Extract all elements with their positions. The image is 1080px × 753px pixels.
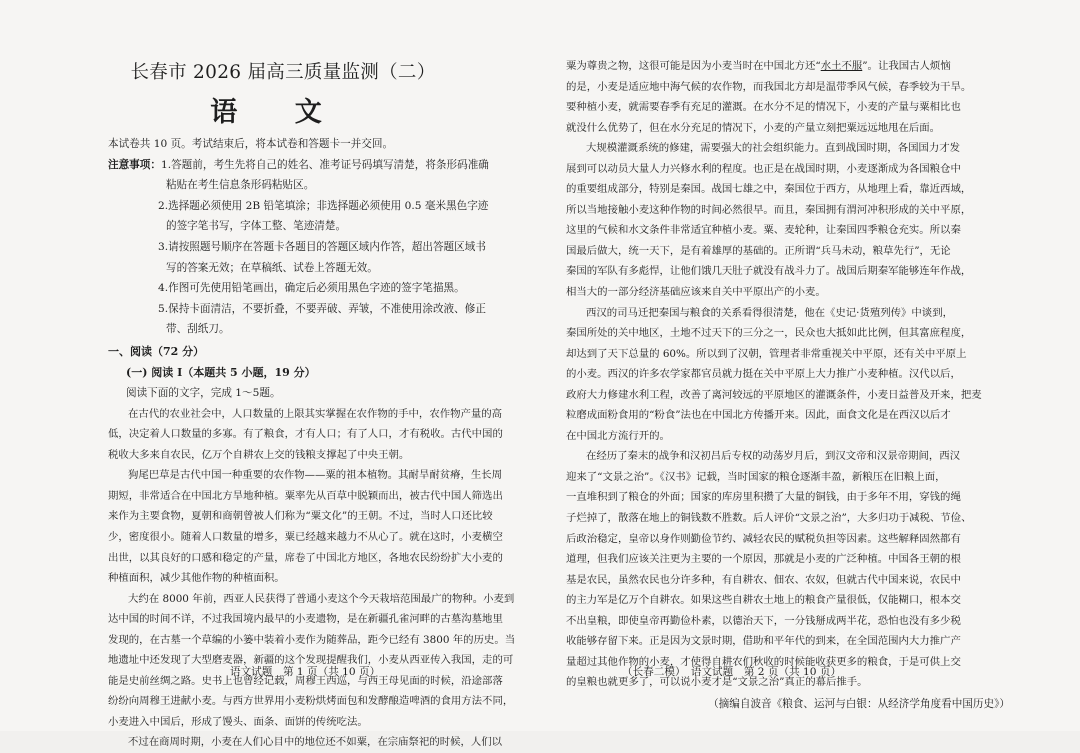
text-line [566,426,1010,447]
paragraph [108,589,518,733]
notice-item-cont: 粘贴在考生信息条形码粘贴区。 [166,179,315,192]
text-segment: 后政治稳定，皇帝以身作则勤俭节约、减轻农民的赋税负担等因素。这些解释固然都有 [566,532,961,545]
text-segment: 国最后做大，统一天下，是有着雄厚的基础的。正所谓“兵马未动，粮草先行”，无论 [566,244,951,257]
text-segment: 在经历了秦末的战争和汉初吕后专权的动荡岁月后，到汉文帝和汉景帝期间，西汉 [586,450,961,463]
text-segment: 收能够存留下来。正是因为文景时期，借助和平年代的到来，在全国范围内大力推广产 [566,635,961,648]
text-line [566,179,1010,200]
text-line [566,385,1010,406]
text-segment: 迎来了“文景之治”。《汉书》记载，当时国家的粮仓逐渐丰盈，新粮压在旧粮上面， [566,470,946,483]
text-line [566,138,1010,159]
text-line [566,405,1010,426]
text-line: 达中国的时间不详，不过我国境内最早的小麦遗物，是在新疆孔雀河畔的古墓沟墓地里 [108,613,503,626]
text-line [566,97,1010,118]
text-line: 税收大多来自农民，亿万个自耕农上交的钱粮支撑起了中央王朝。 [108,448,410,461]
text-line: 小麦进入中国后，形成了馒头、面条、面饼的传统吃法。 [108,715,368,728]
page-footer: 语文试题 第 1 页（共 10 页） [230,666,381,678]
text-line [566,303,1010,324]
text-line [566,549,1010,570]
text-segment: 粒磨成面粉食用的“粉食”法也在中国北方传播开来。因此，面食文化是在西汉以后才 [566,409,951,422]
text-segment: 就没什么优势了，但在水分充足的情况下，小麦的产量立刻把粟远远地甩在后面。 [566,121,941,134]
paragraph [108,465,518,588]
text-segment: 政府大力修建水利工程，改善了离河较远的平原地区的灌溉条件，小麦日益普及开来，把麦 [566,388,982,401]
text-line [566,467,1010,488]
text-segment: 要种植小麦，就需要春季有充足的灌溉。在水分不足的情况下，小麦的产量与粟相比也 [566,101,961,114]
text-segment: 却达到了天下总量的 60%。所以到了汉朝，管理者非常重视关中平原，还有关中平原上 [566,347,967,360]
text-line [566,508,1010,529]
text-line: 能是史前丝绸之路。史书上也曾经记载，周穆王西巡，与西王母见面的时候，沿途部落 [108,674,503,687]
notice-item-cont: 写的答案无效；在草稿纸、试卷上答题无效。 [166,261,378,274]
notice-item-cont: 的签字笔书写，字体工整、笔迹清楚。 [166,220,347,233]
text-segment: ”。让我国古人烦恼 [862,60,951,72]
text-segment: 在中国北方流行开的。 [566,429,670,442]
text-line [566,200,1010,221]
text-line [566,159,1010,180]
article-continuation [566,56,1010,693]
text-segment: 所以当地接触小麦这种作物的时间必然很早。而且，秦国拥有渭河冲积形成的关中平原， [566,203,972,216]
text-line [566,529,1010,550]
text-segment: 展到可以动员大量人力兴修水利的程度。也正是在战国时期，小麦逐渐成为各国粮仓中 [566,162,961,175]
text-segment: 的小麦。西汉的许多农学家都官员就力挺在关中平原上大力推广小麦种植。汉代以后， [566,368,961,381]
text-segment: 粟为尊贵之物，这很可能是因为小麦当时在中国北方还“ [566,60,821,72]
text-line: 纷纷向周穆王进献小麦。与西方世界用小麦粉烘烤面包和发酵酿造啤酒的食用方法不同， [108,695,514,708]
text-line: 来作为主要食物，夏朝和商朝曾被人们称为“粟文化”的王朝。不过，当时人口还比较 [108,510,493,523]
page-footer: （长春二模） 语文试题 第 2 页（共 10 页） [622,666,842,678]
notice-item: 5.保持卡面清洁，不要折叠，不要弄破、弄皱，不准使用涂改液、修正 [158,302,486,315]
exam-intro: 本试卷共 10 页。考试结束后，将本试卷和答题卡一并交回。 [108,138,394,150]
text-line [566,56,1010,77]
right-page [540,0,1080,731]
text-segment: 的是，小麦是适应地中海气候的农作物，而我国北方却是温带季风气候，春季较为干旱。 [566,80,972,93]
text-line [566,282,1010,303]
text-line: 发现的，在古墓一个草编的小篓中装着小麦作为随葬品，距今已经有 3800 年的历史。当 [108,633,516,646]
subject-title: 语 文 [210,97,346,128]
text-line: 少，密度很小。随着人口数量的增多，粟已经越来越力不从心了。就在这时，小麦横空 [108,531,503,543]
text-line: 低，决定着人口数量的多寡。有了粮食，才有人口；有了人口，才有税收。古代中国的 [108,428,503,441]
notice-item: 2.选择题必须使用 2B 铅笔填涂；非选择题必须使用 0.5 毫米黑色字迹 [158,199,489,212]
text-line [566,487,1010,508]
text-line [566,118,1010,139]
text-segment: 西汉的司马迁把秦国与粮食的关系看得很清楚，他在《史记·货殖列传》中谈到， [586,306,953,319]
text-line [566,446,1010,467]
text-segment: 的皇粮也就更多了，可以说小麦才是“文景之治”真正的幕后推手。 [566,676,868,689]
notice-item: 3.请按照题号顺序在答题卡各题目的答题区域内作答，超出答题区域书 [158,240,486,253]
text-segment: 道理，但我们应该关注更为主要的一个原因，那就是小麦的广泛种植。中国各王朝的根 [566,553,961,566]
notice-item: 4.作图可先使用铅笔画出，确定后必须用黑色字迹的签字笔描黑。 [158,282,465,295]
notice-item-cont: 带、刮纸刀。 [166,323,230,336]
text-line: 出世，以其良好的口感和稳定的产量，席卷了中国北方地区，各地农民纷纷扩大小麦的 [108,551,503,564]
section-title: 一、阅读（72 分） [108,344,205,358]
text-segment: 的主力军是亿万个自耕农。如果这些自耕农土地上的粮食产量很低，仅能糊口，根本交 [566,594,961,607]
text-segment: 相当大的一部分经济基础应该来自关中平原出产的小麦。 [566,286,826,299]
text-line [566,590,1010,611]
text-line: 地遗址中还发现了大型磨麦器，新疆的这个发现提醒我们，小麦从西亚传入我国，走的可 [108,654,514,667]
subsection-title: (一) 阅读 I（本题共 5 小题，19 分） [126,365,316,379]
paragraph [108,732,518,753]
text-line [566,631,1010,652]
underlined-term: 水土不服 [820,60,863,72]
text-segment: 量超过其他作物的小麦，才使得自耕农们秋收的时候能收获更多的粮食，于是可供上交 [566,655,961,668]
text-line [566,261,1010,282]
exam-title: 长春市 2026 届高三质量监测（二） [130,62,436,83]
text-line: 不过在商周时期，小麦在人们心目中的地位还不如粟，在宗庙祭祀的时候，人们以 [128,736,503,749]
text-segment: 秦国所处的关中地区，土地不过天下的三分之一，民众也大抵如此比例，但其富庶程度， [566,327,972,340]
excerpt-source: （摘编自波音《粮食、运河与白银：从经济学角度看中国历史》） [708,697,1010,710]
text-segment: 的重要组成部分，特别是秦国。战国七雄之中，秦国位于西方，从地理上看，靠近西域， [566,183,972,196]
text-line [566,570,1010,591]
text-line [566,344,1010,365]
text-segment: 不出皇粮，即使皇帝再勤俭朴素，以德治天下，一分钱掰成两半花，恐怕也没有多少税 [566,614,961,627]
text-line: 期短，非常适合在中国北方旱地种植。粟率先从百草中脱颖而出，被古代中国人筛选出 [108,489,503,502]
text-line [566,611,1010,632]
text-segment: 大规模灌溉系统的修建，需要强大的社会组织能力。直到战国时期，各国国力才发 [586,142,961,155]
text-line: 大约在 8000 年前，西亚人民获得了普通小麦这个今天栽培范围最广的物种。小麦到 [128,592,515,605]
text-line: 狗尾巴草是古代中国一种重要的农作物——粟的祖本植物。其耐旱耐贫瘠，生长周 [128,469,503,482]
notice-label: 注意事项： [108,158,161,171]
reading-instruction: 阅读下面的文字，完成 1～5题。 [126,387,281,400]
text-segment: 子烂掉了，散落在地上的铜钱数不胜数。后人评价“文景之治”，大多归功于减税、节俭、 [566,512,972,525]
text-line [566,241,1010,262]
notice-item: 1.答题前，考生先将自己的姓名、准考证号码填写清楚，将条形码准确 [160,158,489,171]
text-line [566,77,1010,98]
notices [108,155,518,340]
text-line [566,323,1010,344]
text-segment: 这里的气候和水文条件非常适宜种植小麦。粟、麦轮种，让秦国四季粮仓充实。所以秦 [566,224,961,237]
text-line: 在古代的农业社会中，人口数量的上限其实掌握在农作物的手中，农作物产量的高 [128,407,503,420]
text-line: 种植面积，减少其他作物的种植面积。 [108,572,285,585]
paragraph [108,404,518,466]
text-line [566,220,1010,241]
text-line [566,364,1010,385]
text-segment: 一直堆积到了粮仓的外面；国家的库房里积攒了大量的铜钱，由于多年不用，穿钱的绳 [566,491,961,504]
left-page [0,0,540,749]
text-segment: 基是农民，虽然农民也分许多种，有自耕农、佃农、农奴，但就古代中国来说，农民中 [566,573,961,586]
text-segment: 秦国的军队有多彪悍，让他们饿几天肚子就没有战斗力了。战国后期秦军能够连年作战， [566,265,972,278]
